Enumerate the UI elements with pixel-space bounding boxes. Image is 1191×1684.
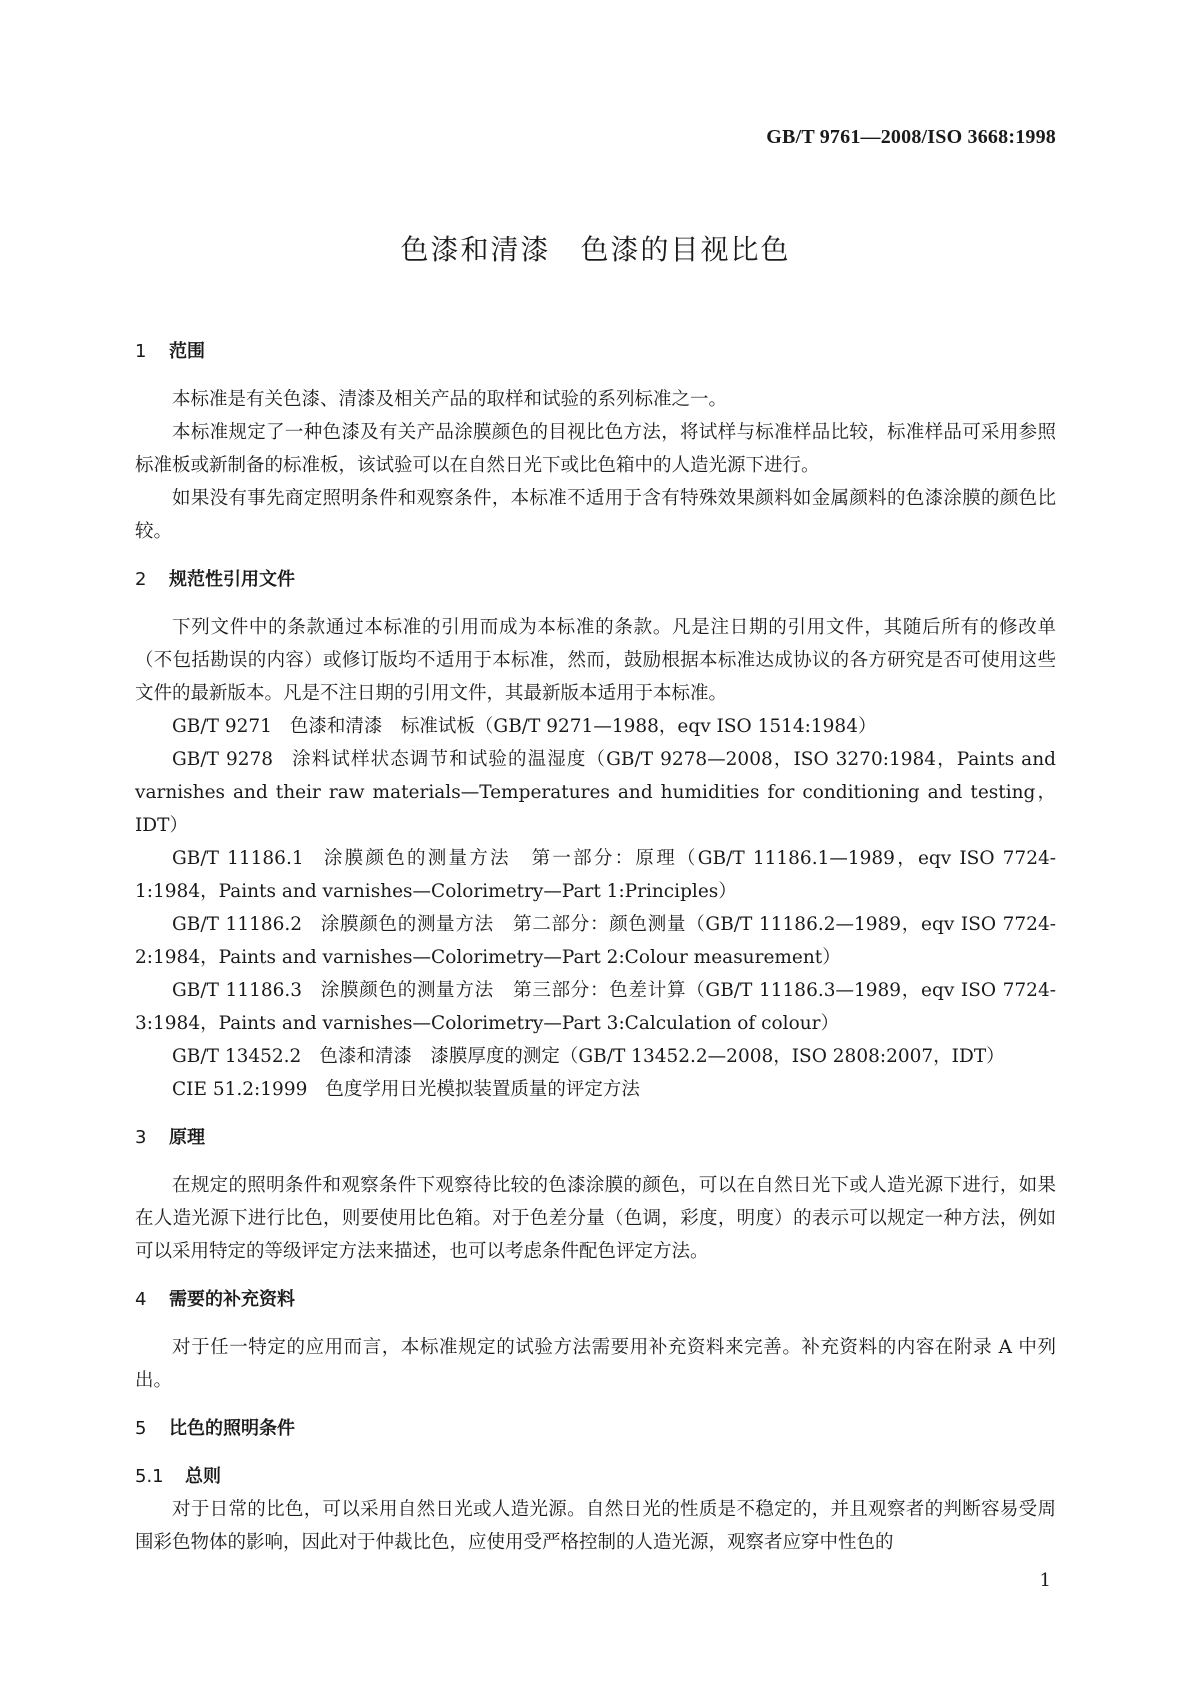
reference-item [135, 1040, 1056, 1073]
paragraph: 对于日常的比色，可以采用自然日光或人造光源。自然日光的性质是不稳定的，并且观察者的判断容易受周围彩色物体的影响，因此对于仲裁比色，应使用受严格控制的人造光源，观察者应穿中性色的 [135, 1499, 1056, 1553]
section-title: 范围 [169, 341, 205, 362]
reference-item [135, 842, 1056, 908]
document-body [135, 335, 1056, 1574]
section-heading [135, 1412, 1056, 1445]
section-5 [135, 1412, 1056, 1559]
subsection-number: 5.1 [135, 1466, 164, 1487]
paragraph: 在规定的照明条件和观察条件下观察待比较的色漆涂膜的颜色，可以在自然日光下或人造光源下进行，如果在人造光源下进行比色，则要使用比色箱。对于色差分量（色调，彩度，明度）的表示可以规定一种方法，例如可以采用特定的等级评定方法来描述，也可以考虑条件配色评定方法。 [135, 1175, 1056, 1262]
section-number: 2 [135, 569, 147, 590]
section-title: 比色的照明条件 [169, 1418, 295, 1439]
reference-code: GB/T 11186.3 [172, 980, 303, 1001]
paragraph: 下列文件中的条款通过本标准的引用而成为本标准的条款。凡是注日期的引用文件，其随后所有的修改单（不包括勘误的内容）或修订版均不适用于本标准，然而，鼓励根据本标准达成协议的各方研究是否可使用这些文件的最新版本。凡是不注日期的引用文件，其最新版本适用于本标准。 [135, 617, 1056, 704]
section-heading [135, 563, 1056, 596]
document-title: 色漆和清漆 色漆的目视比色 [400, 233, 791, 266]
reference-text: 色度学用日光模拟装置质量的评定方法 [325, 1079, 640, 1100]
section-heading [135, 1121, 1056, 1154]
paragraph: 本标准规定了一种色漆及有关产品涂膜颜色的目视比色方法，将试样与标准样品比较，标准样品可采用参照标准板或新制备的标准板，该试验可以在自然日光下或比色箱中的人造光源下进行。 [135, 422, 1056, 476]
section-number: 3 [135, 1127, 147, 1148]
section-3 [135, 1121, 1056, 1268]
reference-code: CIE 51.2:1999 [172, 1079, 308, 1100]
reference-item [135, 908, 1056, 974]
section-number: 1 [135, 341, 147, 362]
reference-item [135, 974, 1056, 1040]
paragraph: 如果没有事先商定照明条件和观察条件，本标准不适用于含有特殊效果颜料如金属颜料的色漆涂膜的颜色比较。 [135, 488, 1056, 542]
reference-text: 色漆和清漆 漆膜厚度的测定（GB/T 13452.2—2008，ISO 2808:2007，IDT） [319, 1046, 1005, 1067]
section-4 [135, 1283, 1056, 1397]
section-title: 需要的补充资料 [169, 1289, 295, 1310]
page-number: 1 [1039, 1570, 1051, 1591]
section-title: 规范性引用文件 [169, 569, 295, 590]
reference-text: 涂膜颜色的测量方法 第三部分：色差计算（GB/T 11186.3—1989，eqv ISO 7724-3:1984，Paints and varnishes—Colorimetry—Part 3:Calculation of colour） [135, 980, 1056, 1034]
reference-item [135, 743, 1056, 842]
reference-code: GB/T 13452.2 [172, 1046, 302, 1067]
section-heading [135, 335, 1056, 368]
reference-item [135, 1073, 1056, 1106]
reference-code: GB/T 9271 [172, 716, 272, 737]
reference-code: GB/T 9278 [172, 749, 274, 770]
reference-code: GB/T 11186.2 [172, 914, 303, 935]
reference-text: 涂膜颜色的测量方法 第一部分：原理（GB/T 11186.1—1989，eqv ISO 7724-1:1984，Paints and varnishes—Colorimetry—Part 1:Principles） [135, 848, 1056, 902]
paragraph: 本标准是有关色漆、清漆及相关产品的取样和试验的系列标准之一。 [172, 389, 728, 410]
section-heading [135, 1283, 1056, 1316]
section-number: 4 [135, 1289, 147, 1310]
standard-number-header: GB/T 9761—2008/ISO 3668:1998 [766, 126, 1056, 148]
section-number: 5 [135, 1418, 147, 1439]
reference-item [135, 710, 1056, 743]
subsection-title: 总则 [185, 1466, 221, 1487]
paragraph: 对于任一特定的应用而言，本标准规定的试验方法需要用补充资料来完善。补充资料的内容在附录 A 中列出。 [135, 1337, 1056, 1391]
section-title: 原理 [169, 1127, 205, 1148]
subsection-heading [135, 1460, 1056, 1493]
reference-text: 涂膜颜色的测量方法 第二部分：颜色测量（GB/T 11186.2—1989，eqv ISO 7724-2:1984，Paints and varnishes—Colorimetry—Part 2:Colour measurement） [135, 914, 1056, 968]
section-2 [135, 563, 1056, 1106]
reference-code: GB/T 11186.1 [172, 848, 304, 869]
reference-text: 色漆和清漆 标准试板（GB/T 9271—1988，eqv ISO 1514:1984） [289, 716, 877, 737]
reference-text: 涂料试样状态调节和试验的温湿度（GB/T 9278—2008，ISO 3270:1984，Paints and varnishes and their raw materials—Temperatures and humidities for conditioning and testing，IDT） [135, 749, 1056, 836]
section-1 [135, 335, 1056, 548]
